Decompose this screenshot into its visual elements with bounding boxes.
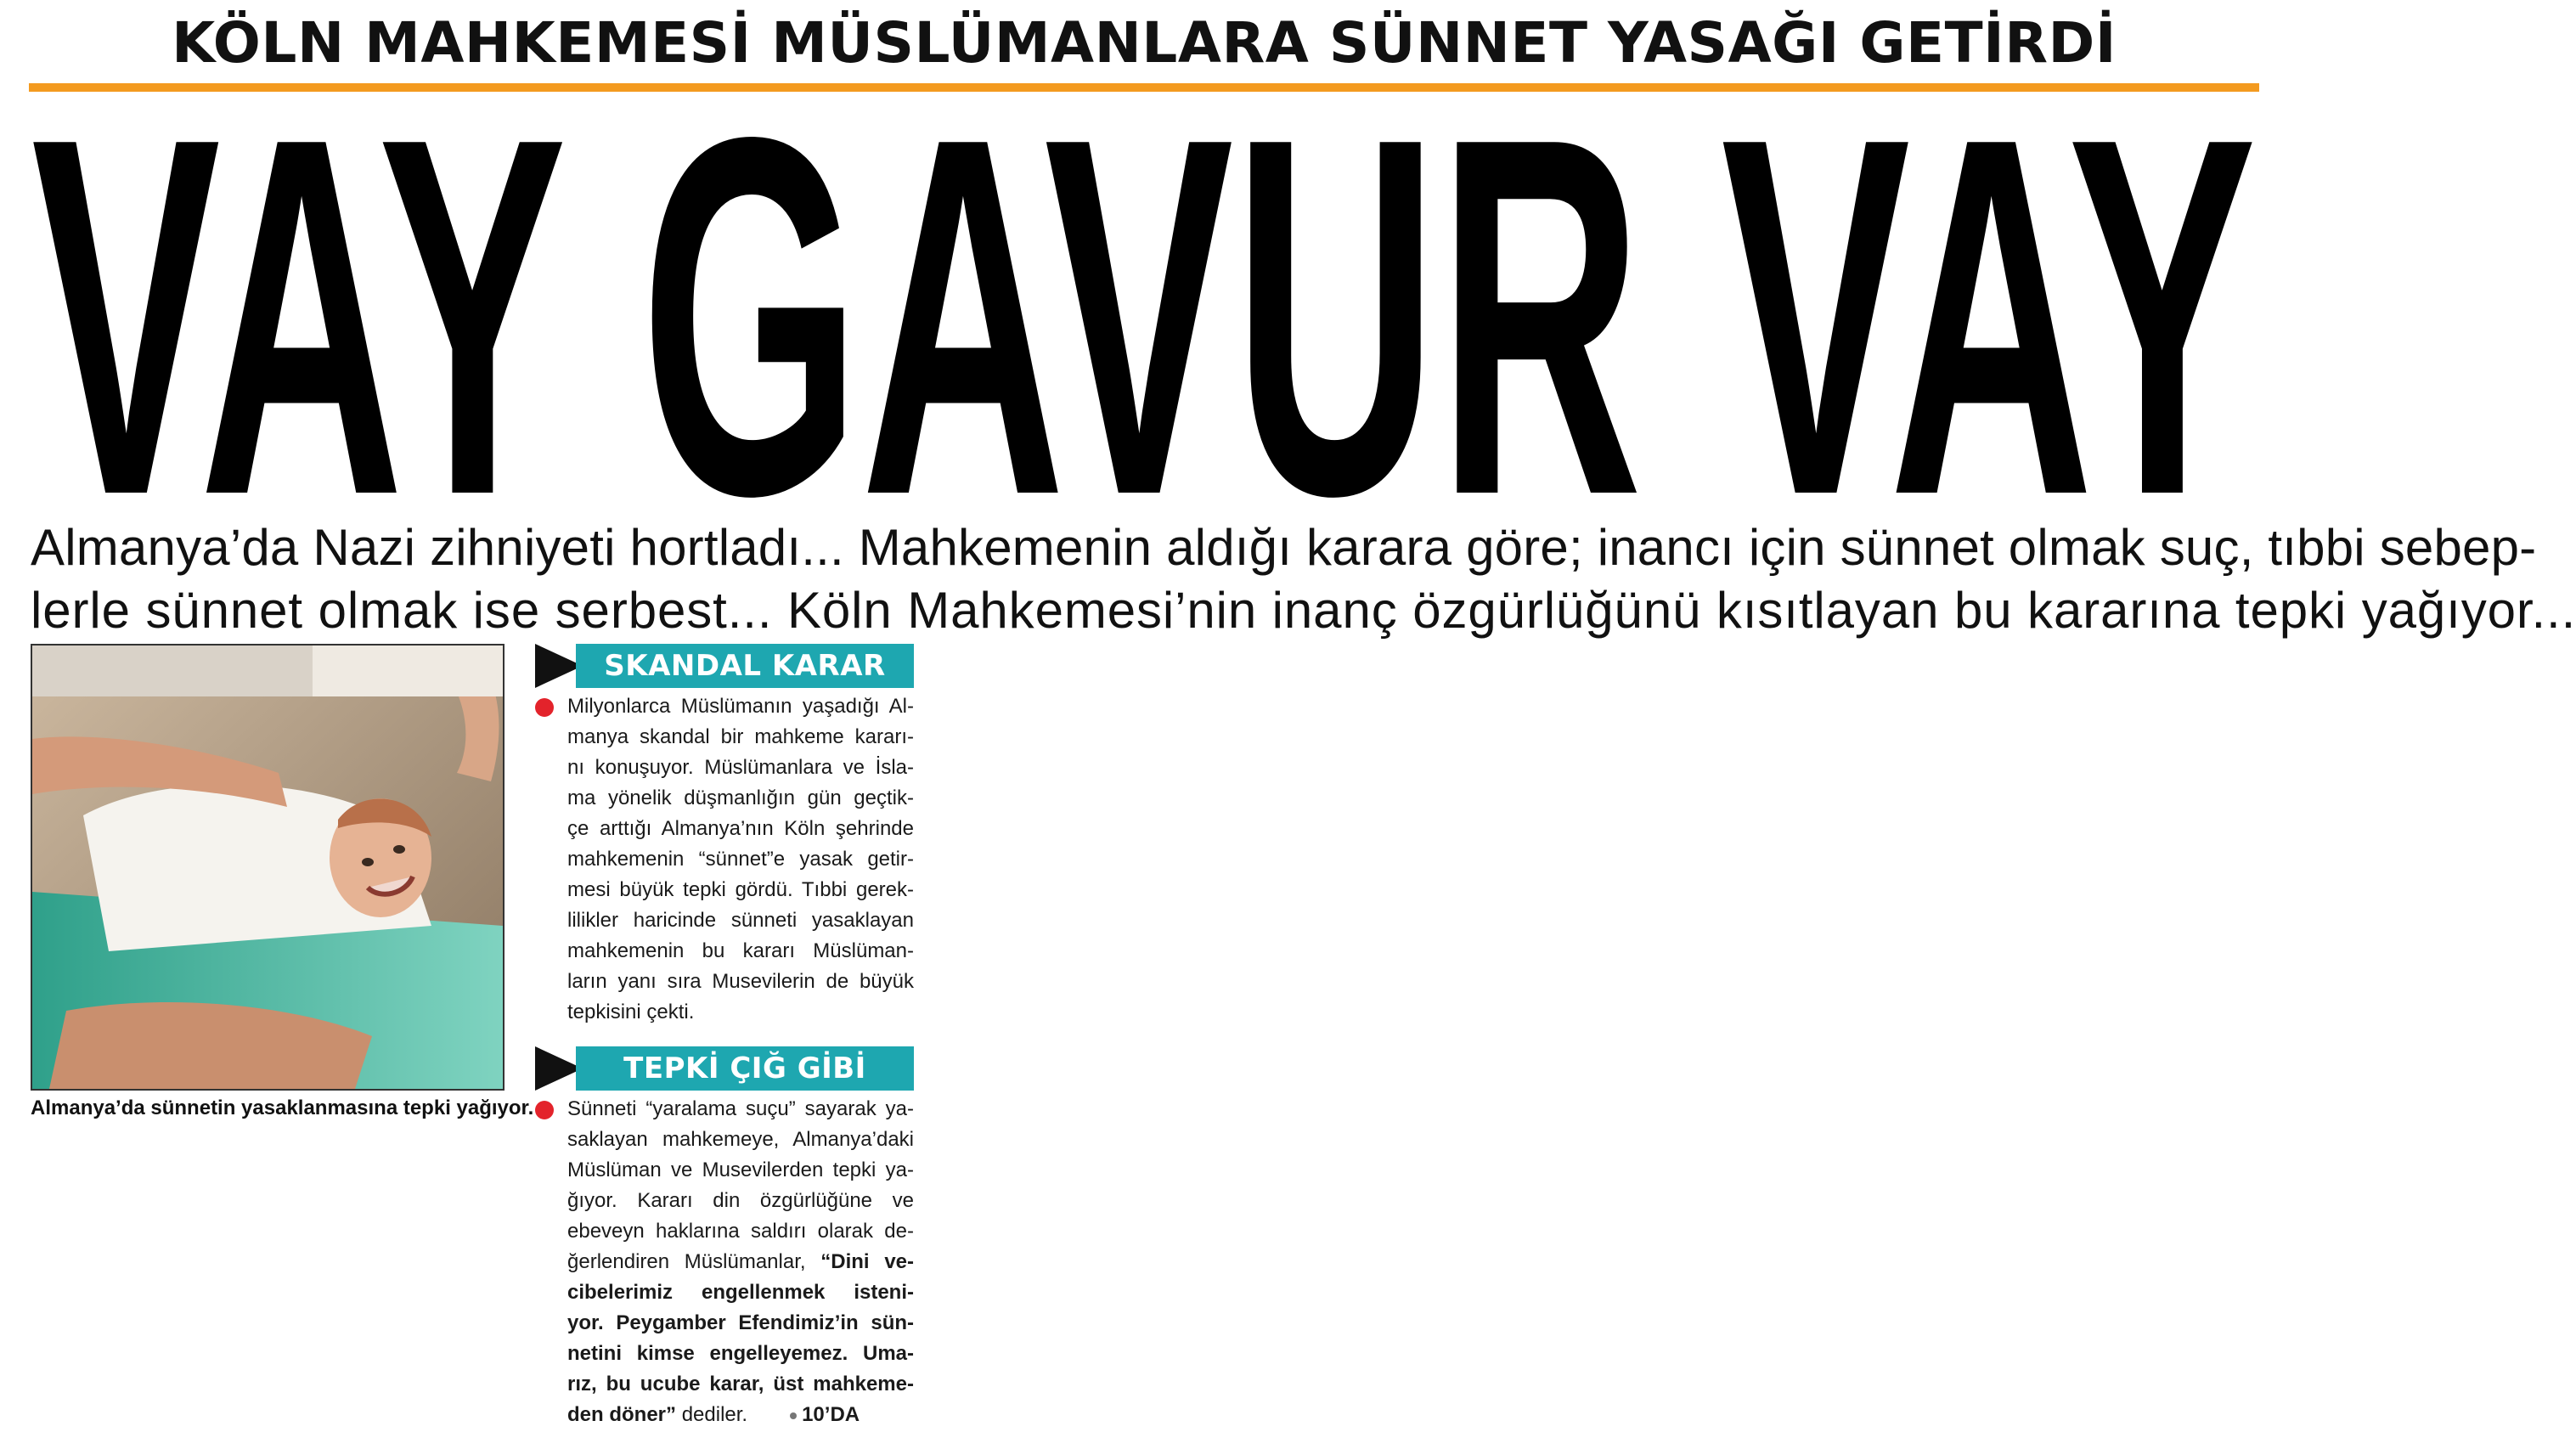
page-reference: 10’DA	[802, 1403, 860, 1426]
quote-end: den döner”	[567, 1403, 677, 1426]
body-line: ğıyor. Kararı din özgürlüğüne ve	[567, 1189, 914, 1212]
body-line: ma yönelik düşmanlığın gün geçtik-	[567, 786, 914, 809]
body-line: lilikler haricinde sünneti yasaklayan	[567, 909, 914, 932]
quote-line: yor. Peygamber Efendimiz’in sün-	[567, 1311, 914, 1334]
body-line: Müslüman ve Musevilerden tepki ya-	[567, 1159, 914, 1181]
deck-line-2: lerle sünnet olmak ise serbest... Köln Mahkemesi’nin inanç özgürlüğünü kısıtlayan bu kararına tepki yağıyor...	[31, 582, 2576, 639]
body-line: ların yanı sıra Musevilerin de büyük	[567, 970, 914, 993]
photo-caption: Almanya’da sünnetin yasaklanmasına tepki yağıyor.	[31, 1097, 534, 1119]
body-line: mesi büyük tepki gördü. Tıbbi gerek-	[567, 878, 914, 901]
deck-line-1: Almanya’da Nazi zihniyeti hortladı... Mahkemenin aldığı karara göre; inancı için sünnet olmak suç, tıbbi sebep-	[31, 519, 2537, 576]
section-1-body	[535, 691, 914, 1028]
quote-start: “Dini ve-	[820, 1250, 915, 1273]
body-line: saklayan mahkemeye, Almanya’daki	[567, 1128, 914, 1151]
body-line: tepkisini çekti.	[567, 1001, 695, 1023]
body-line: nı konuşuyor. Müslümanlara ve İsla-	[567, 756, 914, 779]
quote-line: cibelerimiz engellenmek isteni-	[567, 1281, 914, 1304]
section-title: TEPKİ ÇIĞ GİBİ	[576, 1046, 914, 1091]
photo-illustration	[32, 646, 503, 1089]
body-line: mahkemenin “sünnet”e yasak getir-	[567, 848, 914, 871]
body-line	[535, 1400, 914, 1430]
body-line: manya skandal bir mahkeme kararı-	[567, 725, 914, 748]
body-line: ebeveyn haklarına saldırı olarak de-	[567, 1220, 914, 1243]
body-line: Milyonlarca Müslümanın yaşadığı Al-	[567, 695, 914, 718]
body-line: çe arttığı Almanya’nın Köln şehrinde	[567, 817, 914, 840]
body-line	[535, 1247, 914, 1277]
quote-line: netini kimse engelleyemez. Uma-	[567, 1342, 914, 1365]
closing-word: dediler.	[681, 1403, 748, 1426]
dot-icon	[790, 1412, 797, 1419]
deck-summary	[31, 516, 2576, 642]
section-2-body	[535, 1094, 914, 1430]
section-title: SKANDAL KARAR	[576, 644, 914, 688]
section-header-skandal-karar	[535, 644, 914, 688]
body-line-text: ğerlendiren Müslümanlar,	[567, 1250, 806, 1273]
quote-line: rız, bu ucube karar, üst mahkeme-	[567, 1373, 914, 1395]
main-headline-text: VAY GAVUR VAY	[31, 32, 2258, 601]
section-header-tepki-cig-gibi	[535, 1046, 914, 1091]
body-line: mahkemenin bu kararı Müslüman-	[567, 939, 914, 962]
body-line: Sünneti “yaralama suçu” sayarak ya-	[567, 1097, 914, 1120]
news-photo	[31, 644, 504, 1091]
kicker-headline: KÖLN MAHKEMESİ MÜSLÜMANLARA SÜNNET YASAĞI GETİRDİ	[172, 10, 2117, 76]
